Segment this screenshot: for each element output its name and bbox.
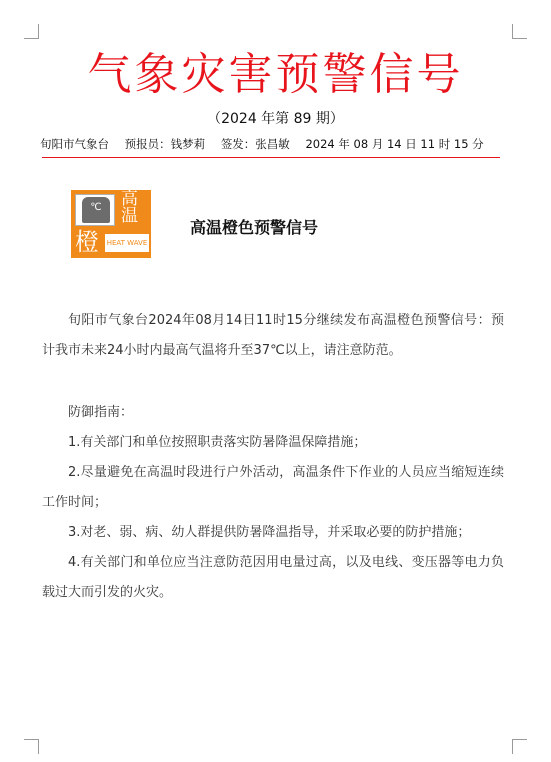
guide-title: 防御指南：	[68, 405, 134, 420]
guide-item: 1.有关部门和单位按照职责落实防暑降温保障措施；	[68, 435, 367, 450]
badge-char-mid: 温	[121, 206, 138, 226]
page-corner-mark	[512, 739, 527, 754]
guide-item: 3.对老、弱、病、幼人群提供防暑降温指导，并采取必要的防护措施；	[68, 525, 471, 540]
agency-name: 旬阳市气象台	[40, 137, 109, 151]
issue-number: （2024 年第 89 期）	[207, 111, 344, 127]
meta-line	[40, 136, 510, 152]
page-corner-mark	[24, 739, 39, 754]
thermometer-icon: ℃	[75, 194, 115, 226]
document-body	[42, 306, 504, 608]
guide-item: 2.尽量避免在高温时段进行户外活动，高温条件下作业的人员应当缩短连续工作时间；	[42, 465, 504, 510]
signer: 签发：张昌敏	[220, 137, 290, 151]
signal-title: 高温橙色预警信号	[190, 218, 319, 237]
intro-paragraph: 旬阳市气象台2024年08月14日11时15分继续发布高温橙色预警信号：预计我市未来24小时内最高气温将升至37℃以上，请注意防范。	[42, 313, 504, 358]
badge-level: 橙	[75, 228, 99, 256]
forecaster: 预报员：钱梦莉	[124, 137, 206, 151]
page-corner-mark	[512, 24, 527, 39]
badge-english: HEAT WAVE	[105, 234, 149, 252]
issue-datetime: 2024 年 08 月 14 日 11 时 15 分	[305, 137, 484, 151]
page-corner-mark	[24, 24, 39, 39]
warning-badge	[71, 190, 151, 258]
document-title: 气象灾害预警信号	[87, 49, 464, 100]
badge-char-top: 高	[121, 189, 138, 209]
header-divider	[42, 157, 500, 158]
guide-item: 4.有关部门和单位应当注意防范因用电量过高，以及电线、变压器等电力负载过大而引发的火灾。	[42, 555, 504, 600]
